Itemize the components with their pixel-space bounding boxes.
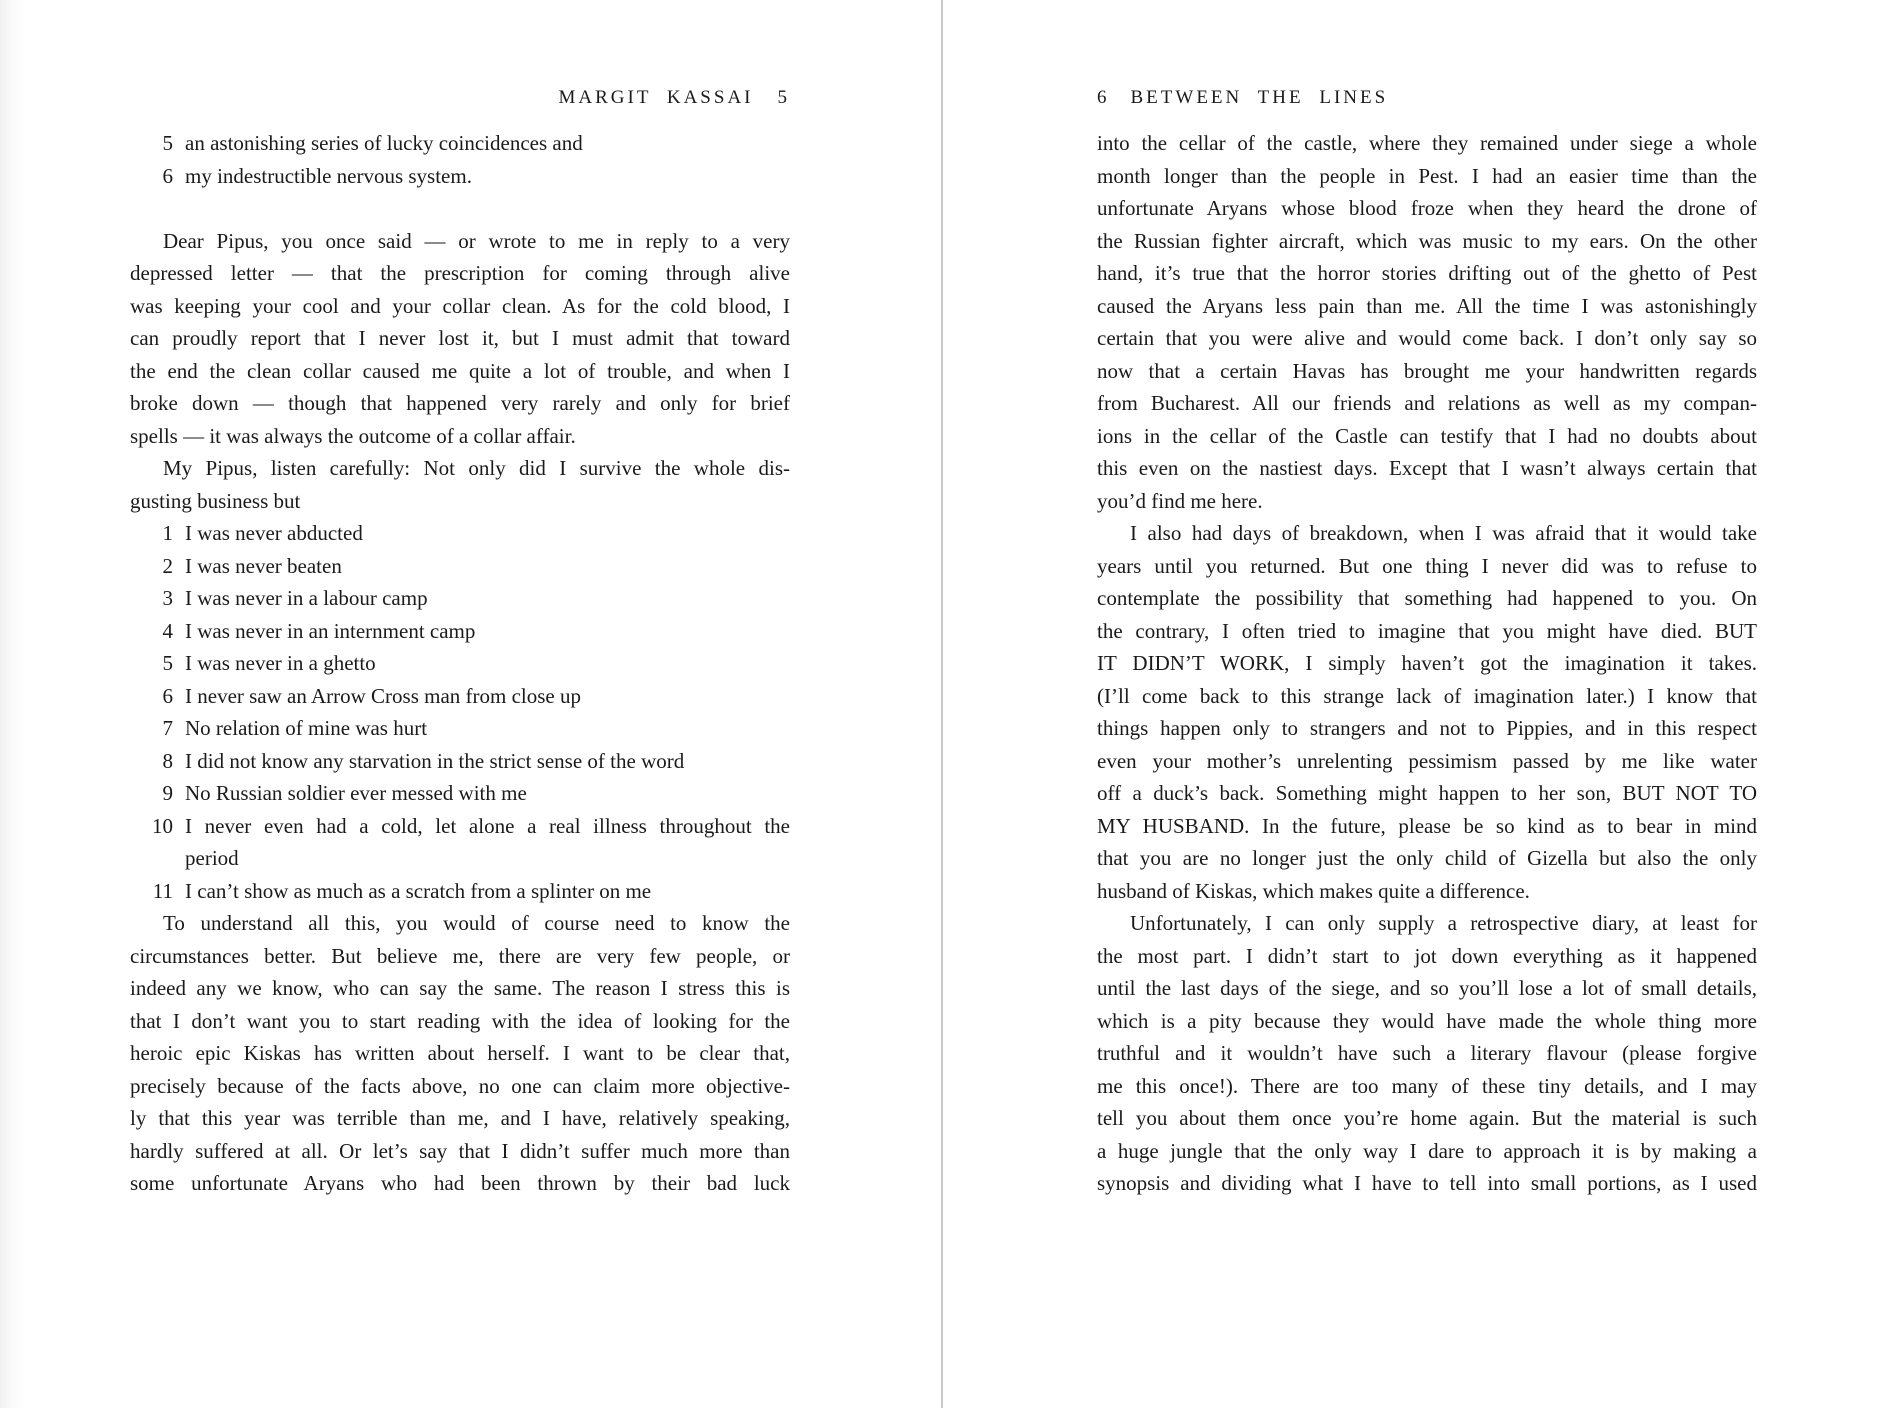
text-line: now that a certain Havas has brought me your handwritten regards xyxy=(1097,358,1757,383)
text-line: husband of Kiskas, which makes quite a difference. xyxy=(1097,878,1530,903)
list-item xyxy=(130,647,790,680)
list-item xyxy=(130,712,790,745)
text-line: ions in the cellar of the Castle can testify that I had no doubts about xyxy=(1097,423,1757,448)
list-item xyxy=(130,160,790,193)
text-line: ly that this year was terrible than me, and I have, relatively speaking, xyxy=(130,1106,790,1130)
list-item-number: 5 xyxy=(162,131,173,155)
running-header-left xyxy=(130,86,790,110)
list-item xyxy=(130,517,790,550)
text-line: years until you returned. But one thing I never did was to refuse to xyxy=(1097,553,1757,578)
text-line: the contrary, I often tried to imagine that you might have died. BUT xyxy=(1097,618,1757,643)
list-item-text: my indestructible nervous system. xyxy=(185,163,472,188)
list-item-number xyxy=(130,842,173,875)
list-item xyxy=(130,582,790,615)
list-item-number: 3 xyxy=(162,586,173,610)
text-line: depressed letter — that the prescription for coming through alive xyxy=(130,261,790,285)
list-item xyxy=(130,745,790,778)
right-page-body xyxy=(1097,127,1757,1200)
text-line: the end the clean collar caused me quite a lot of trouble, and when I xyxy=(130,358,790,383)
list-item-text: I can’t show as much as a scratch from a splinter on me xyxy=(185,878,652,903)
text-line: Unfortunately, I can only supply a retrospective diary, at least for xyxy=(1130,911,1757,935)
list-item xyxy=(130,615,790,648)
text-line: spells — it was always the outcome of a collar affair. xyxy=(130,423,576,448)
text-line: Dear Pipus, you once said — or wrote to me in reply to a very xyxy=(163,228,790,253)
list-item-text: I was never in an internment camp xyxy=(185,618,476,643)
list-item-number: 11 xyxy=(152,878,173,903)
list-item-number: 8 xyxy=(162,748,173,773)
text-line: into the cellar of the castle, where they remained under siege a whole xyxy=(1097,131,1757,155)
running-header-right xyxy=(1097,86,1757,110)
text-line: indeed any we know, who can say the same. The reason I stress this is xyxy=(130,976,790,1000)
text-line: gusting business but xyxy=(130,488,301,513)
list-item xyxy=(130,680,790,713)
list-item-text: I was never in a labour camp xyxy=(185,586,428,610)
list-item-number: 10 xyxy=(152,813,173,838)
text-line: the Russian fighter aircraft, which was music to my ears. On the other xyxy=(1097,228,1757,253)
text-line: MY HUSBAND. In the future, please be so kind as to bear in mind xyxy=(1097,813,1757,838)
text-line: (I’ll come back to this strange lack of imagination later.) I know that xyxy=(1097,683,1757,708)
text-line: certain that you were alive and would come back. I don’t only say so xyxy=(1097,326,1757,350)
text-line: that you are no longer just the only child of Gizella but also the only xyxy=(1097,846,1757,870)
text-line: hardly suffered at all. Or let’s say that I didn’t suffer much more than xyxy=(130,1138,790,1163)
text-line: unfortunate Aryans whose blood froze when they heard the drone of xyxy=(1097,196,1757,220)
list-item-text: period xyxy=(185,846,239,870)
list-item-number: 4 xyxy=(162,618,173,643)
text-line: broke down — though that happened very rarely and only for brief xyxy=(130,391,790,415)
list-item-text: I was never beaten xyxy=(185,553,342,578)
text-line: which is a pity because they would have made the whole thing more xyxy=(1097,1008,1757,1033)
list-item xyxy=(130,127,790,160)
text-line: truthful and it wouldn’t have such a literary flavour (please forgive xyxy=(1097,1041,1757,1065)
text-line: was keeping your cool and your collar clean. As for the cold blood, I xyxy=(130,293,790,318)
list-item-number: 9 xyxy=(162,781,173,805)
text-line: tell you about them once you’re home again. But the material is such xyxy=(1097,1106,1757,1130)
text-line: things happen only to strangers and not to Pippies, and in this respect xyxy=(1097,716,1757,740)
list-item-number: 7 xyxy=(162,716,173,740)
text-line: hand, it’s true that the horror stories drifting out of the ghetto of Pest xyxy=(1097,261,1757,285)
text-line: To understand all this, you would of course need to know the xyxy=(163,911,790,935)
list-item xyxy=(130,842,790,875)
text-line: a huge jungle that the only way I dare to approach it is by making a xyxy=(1097,1138,1757,1163)
text-line: the most part. I didn’t start to jot down everything as it happened xyxy=(1097,943,1757,968)
text-line: can proudly report that I never lost it, but I must admit that toward xyxy=(130,326,790,350)
text-line: caused the Aryans less pain than me. All the time I was astonishingly xyxy=(1097,293,1757,318)
list-item-number: 2 xyxy=(162,553,173,578)
paragraph-gap xyxy=(130,192,790,225)
list-item xyxy=(130,777,790,810)
page-edge-shadow xyxy=(0,0,26,1408)
text-line: contemplate the possibility that something had happened to you. On xyxy=(1097,586,1757,610)
text-line: some unfortunate Aryans who had been thrown by their bad luck xyxy=(130,1171,790,1195)
list-item-text: I was never in a ghetto xyxy=(185,651,376,675)
list-item-text: I never saw an Arrow Cross man from close up xyxy=(185,683,581,708)
text-line: you’d find me here. xyxy=(1097,488,1263,513)
page-gutter-divider xyxy=(941,0,943,1408)
text-line: this even on the nastiest days. Except that I wasn’t always certain that xyxy=(1097,456,1757,480)
text-line: that I don’t want you to start reading with the idea of looking for the xyxy=(130,1008,790,1033)
list-item-number: 6 xyxy=(162,683,173,708)
text-line: me this once!). There are too many of these tiny details, and I may xyxy=(1097,1073,1757,1098)
text-line: IT DIDN’T WORK, I simply haven’t got the imagination it takes. xyxy=(1097,651,1757,675)
text-line: circumstances better. But believe me, there are very few people, or xyxy=(130,943,790,968)
list-item-number: 1 xyxy=(162,521,173,545)
list-item xyxy=(130,875,790,908)
list-item xyxy=(130,810,790,843)
list-item-text: I never even had a cold, let alone a real illness throughout the xyxy=(185,813,790,838)
list-item-number: 5 xyxy=(162,651,173,675)
text-line: heroic epic Kiskas has written about herself. I want to be clear that, xyxy=(130,1041,790,1065)
text-line: even your mother’s unrelenting pessimism passed by me like water xyxy=(1097,748,1757,773)
text-line: I also had days of breakdown, when I was afraid that it would take xyxy=(1130,521,1757,545)
list-item-text: No Russian soldier ever messed with me xyxy=(185,781,527,805)
list-item-number: 6 xyxy=(162,163,173,188)
text-line: precisely because of the facts above, no one can claim more objective- xyxy=(130,1073,790,1098)
page-number: 6 xyxy=(1097,87,1110,108)
list-item xyxy=(130,550,790,583)
text-line: synopsis and dividing what I have to tell into small portions, as I used xyxy=(1097,1171,1757,1195)
list-item-text: I did not know any starvation in the strict sense of the word xyxy=(185,748,685,773)
left-page-body xyxy=(130,127,790,1200)
text-line: until the last days of the siege, and so you’ll lose a lot of small details, xyxy=(1097,976,1757,1000)
list-item-text: I was never abducted xyxy=(185,521,363,545)
text-line: off a duck’s back. Something might happen to her son, BUT NOT TO xyxy=(1097,781,1757,805)
text-line: from Bucharest. All our friends and relations as well as my compan- xyxy=(1097,391,1757,415)
running-header-title: BETWEEN THE LINES xyxy=(1130,87,1389,108)
text-line: My Pipus, listen carefully: Not only did I survive the whole dis- xyxy=(163,456,790,480)
text-line: month longer than the people in Pest. I had an easier time than the xyxy=(1097,163,1757,188)
page-number: 5 xyxy=(777,87,790,108)
list-item-text: an astonishing series of lucky coincidences and xyxy=(185,131,583,155)
list-item-text: No relation of mine was hurt xyxy=(185,716,428,740)
running-header-title: MARGIT KASSAI xyxy=(558,87,754,108)
